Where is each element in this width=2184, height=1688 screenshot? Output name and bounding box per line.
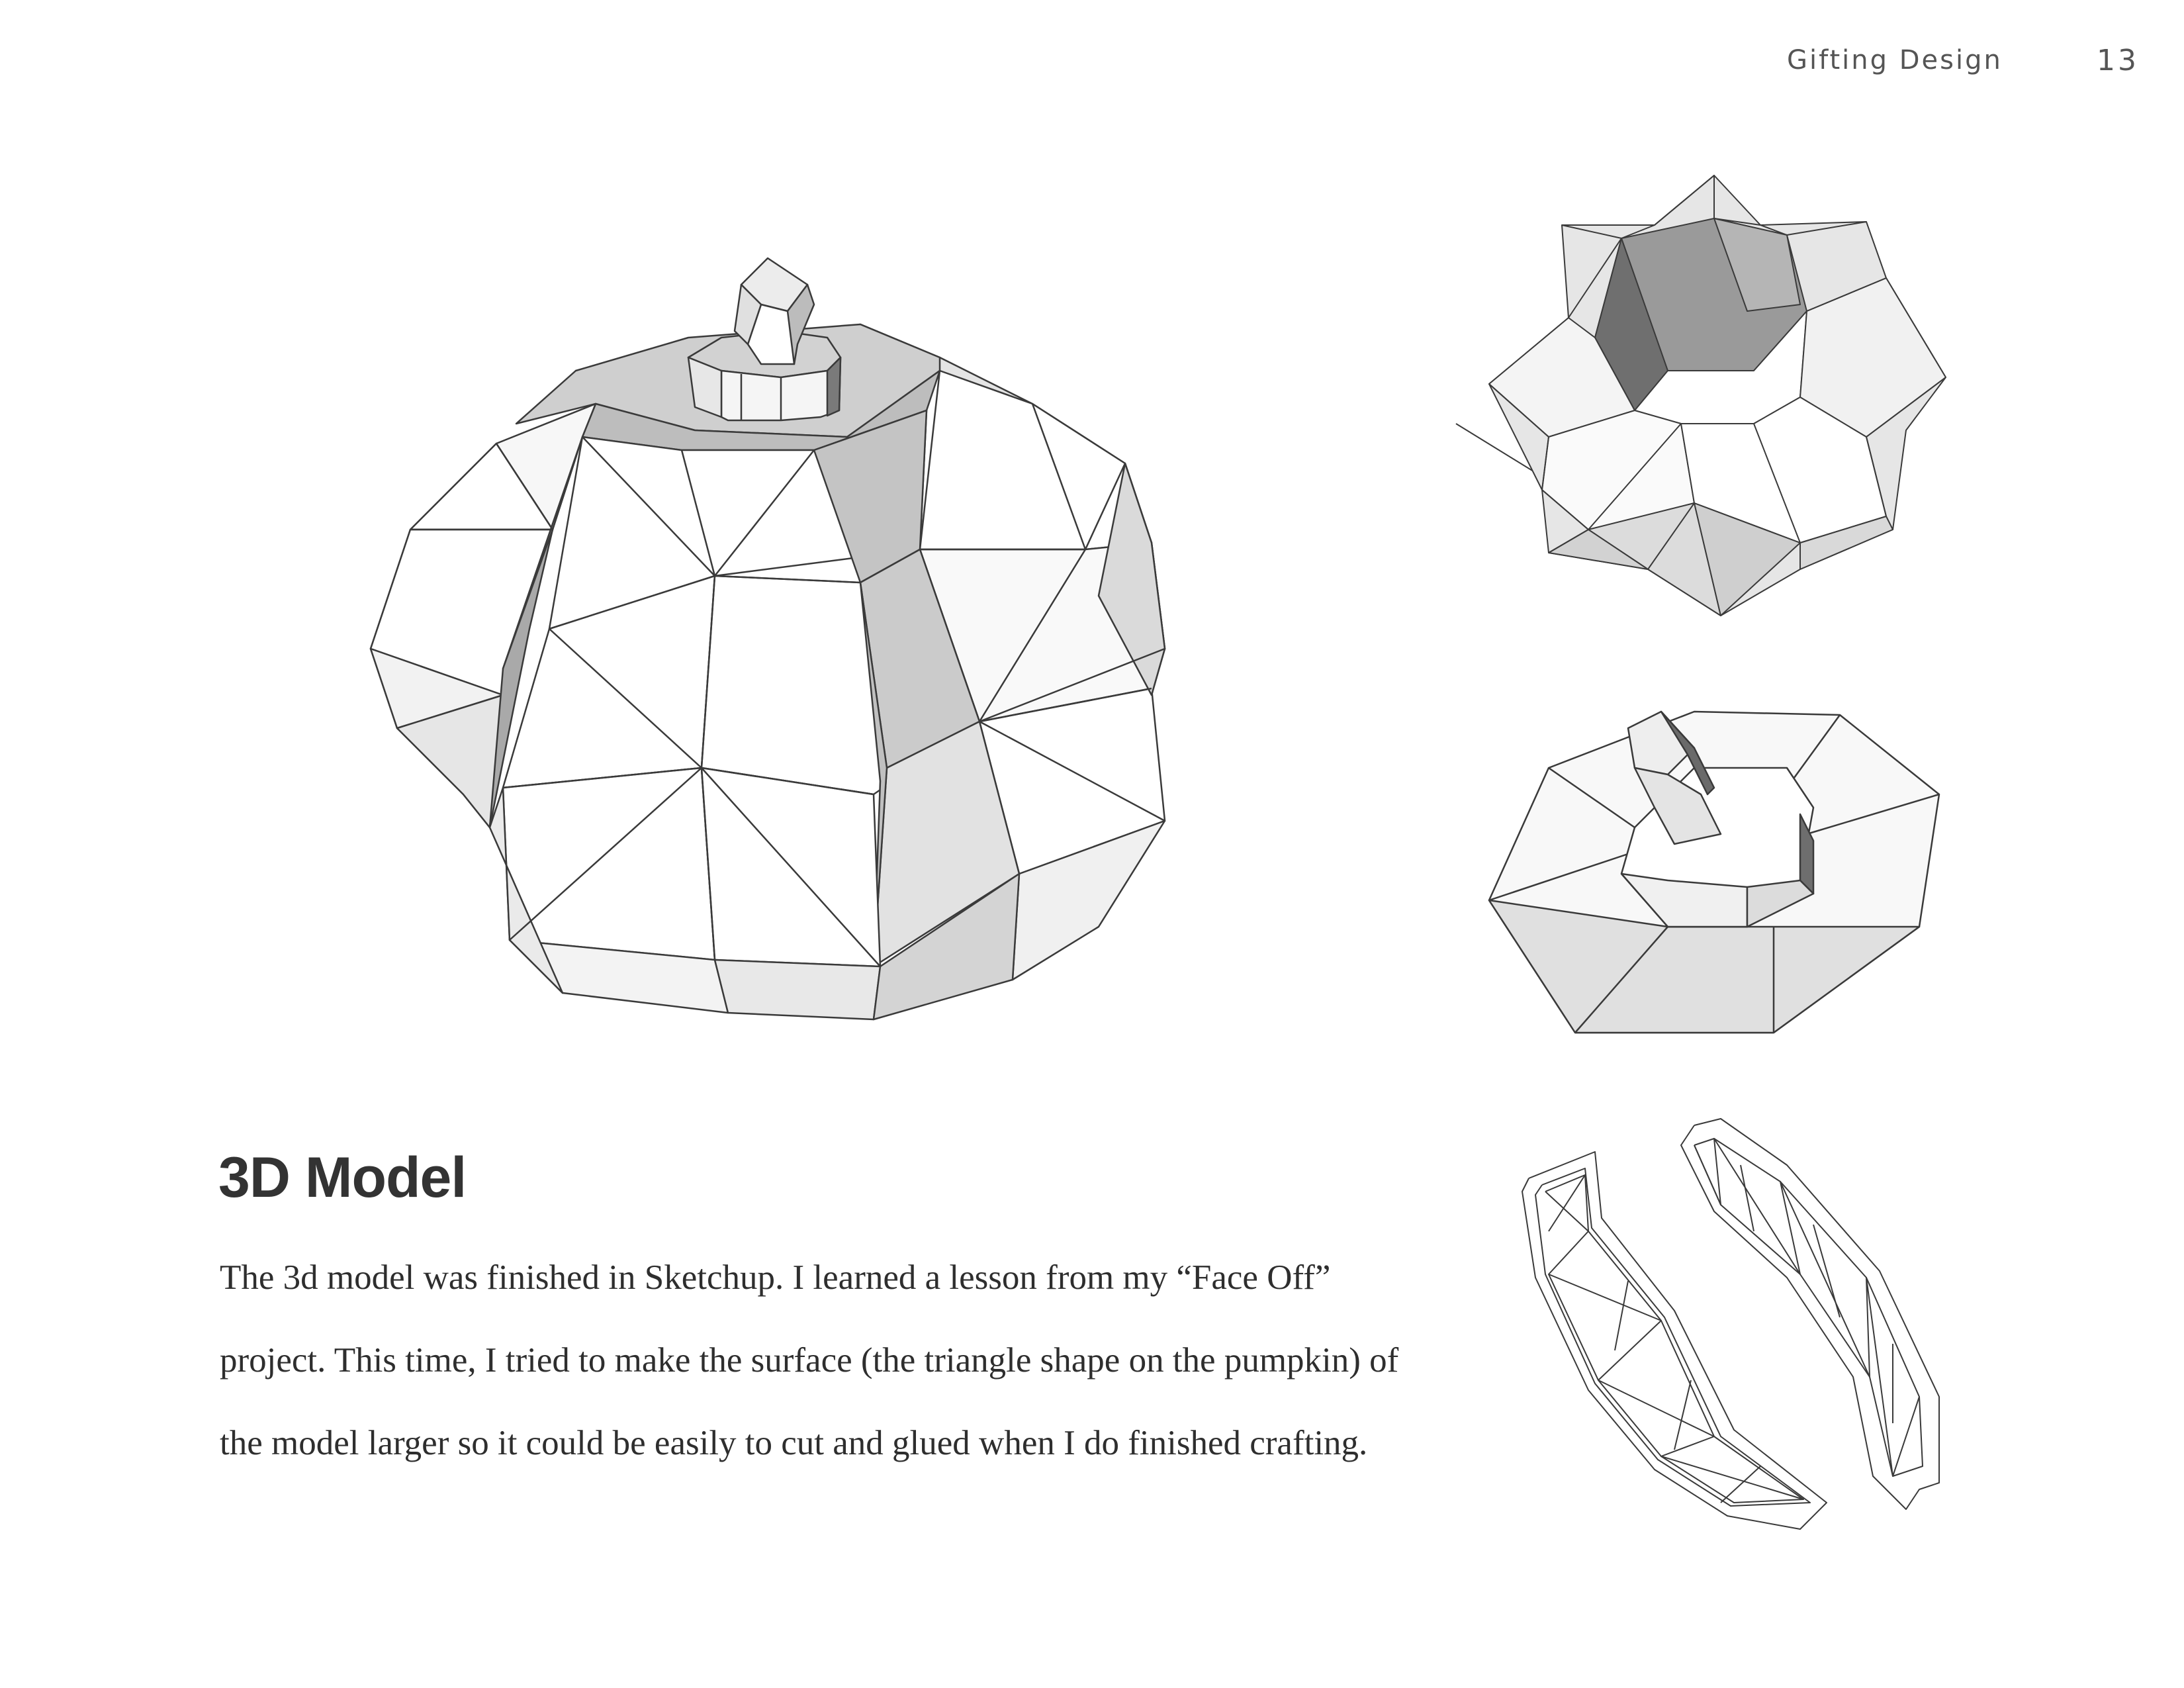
pumpkin-paper-net-figure [1516,1112,1952,1542]
pumpkin-top-view-figure [1443,172,1959,622]
section-paragraph: The 3d model was finished in Sketchup. I learned a lesson from my “Face Off” project. This time, I tried to make the surface (the triangle shape on the pumpkin) of the model larger so it could be easily to cut and glued when I do finished crafting. [220,1258,1399,1462]
section-heading: 3D Model [218,1146,467,1209]
page-number: 13 [2097,44,2139,77]
pumpkin-lid-figure [1482,702,1946,1046]
pumpkin-3d-model-figure [357,245,1178,1033]
running-header-title: Gifting Design [1787,45,2003,75]
